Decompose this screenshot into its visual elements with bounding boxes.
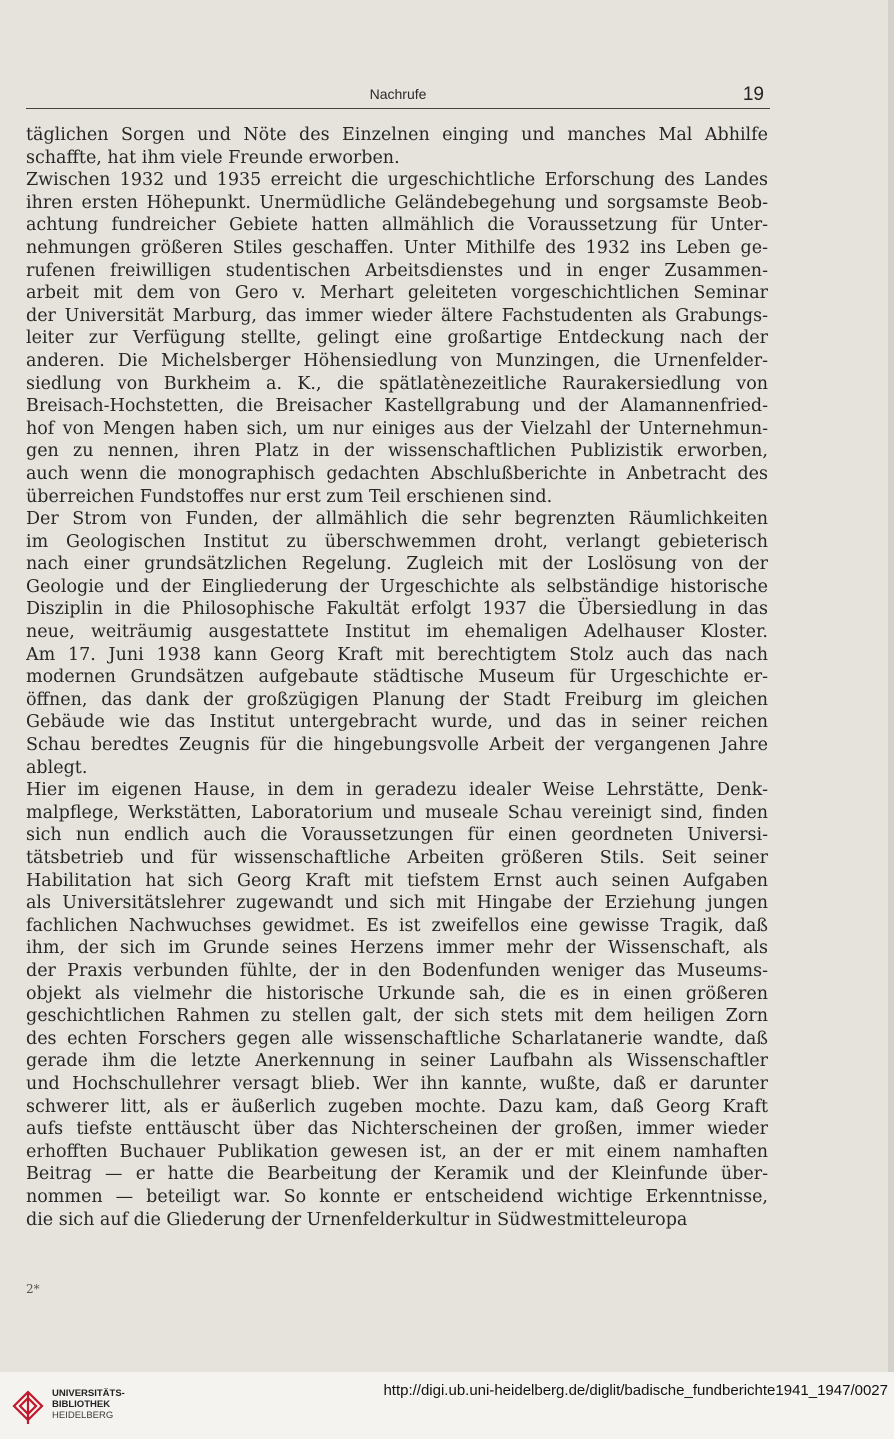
text-line: modernen Grundsätzen aufgebaute städtische Museum für Urgeschichte er-: [26, 667, 768, 688]
text-line: nach einer grundsätzlichen Regelung. Zugleich mit der Loslösung von der: [26, 554, 768, 575]
text-line: nehmungen größeren Stiles geschaffen. Unter Mithilfe des 1932 ins Leben ge-: [26, 237, 768, 258]
text-line: sich nun endlich auch die Voraussetzungen für einen geordneten Universi-: [26, 825, 768, 846]
text-line: malpflege, Werkstätten, Laboratorium und museale Schau vereinigt sind, finden: [26, 802, 768, 823]
text-line: rufenen freiwilligen studentischen Arbeitsdienstes und in enger Zusammen-: [26, 260, 768, 281]
text-line: Disziplin in die Philosophische Fakultät erfolgt 1937 die Übersiedlung in das: [26, 599, 768, 620]
body-text: [26, 124, 768, 1231]
text-line: fachlichen Nachwuchses gewidmet. Es ist zweifellos eine gewisse Tragik, daß: [26, 915, 768, 936]
text-line: öffnen, das dank der großzügigen Planung der Stadt Freiburg im gleichen: [26, 689, 768, 710]
text-line: die sich auf die Gliederung der Urnenfelderkultur in Südwestmitteleuropa: [26, 1209, 688, 1230]
text-line: nommen — beteiligt war. So konnte er entscheidend wichtige Erkenntnisse,: [26, 1186, 768, 1207]
footer-bar: [0, 1372, 894, 1439]
text-line: der Universität Marburg, das immer wieder ältere Fachstudenten als Grabungs-: [26, 305, 768, 326]
text-line: Beitrag — er hatte die Bearbeitung der Keramik und der Kleinfunde über-: [26, 1164, 768, 1185]
text-line: arbeit mit dem von Gero v. Merhart geleiteten vorgeschichtlichen Seminar: [26, 283, 768, 304]
text-line: Zwischen 1932 und 1935 erreicht die urgeschichtliche Erforschung des Landes: [26, 170, 768, 191]
text-line: schaffte, hat ihm viele Freunde erworben.: [26, 147, 400, 168]
text-line: Breisach-Hochstetten, die Breisacher Kastellgrabung und der Alamannenfried-: [26, 396, 768, 417]
text-line: geschichtlichen Rahmen zu stellen galt, der sich stets mit dem heiligen Zorn: [26, 1006, 768, 1027]
text-line: Am 17. Juni 1938 kann Georg Kraft mit berechtigtem Stolz auch das nach: [26, 644, 768, 665]
library-name-line: BIBLIOTHEK: [52, 1399, 111, 1410]
signature-mark: 2*: [26, 1282, 40, 1296]
text-line: des echten Forschers gegen alle wissenschaftliche Scharlatanerie wandte, daß: [26, 1028, 768, 1049]
text-line: täglichen Sorgen und Nöte des Einzelnen einging und manches Mal Abhilfe: [26, 125, 768, 145]
text-line: hof von Mengen haben sich, um nur einiges aus der Vielzahl der Unternehmun-: [26, 418, 768, 439]
text-line: ihren ersten Höhepunkt. Unermüdliche Geländebegehung und sorgsamste Beob-: [26, 192, 768, 213]
text-line: objekt als vielmehr die historische Urkunde sah, die es in einen größeren: [26, 983, 768, 1004]
text-line: Geologie und der Eingliederung der Urgeschichte als selbständige historische: [26, 576, 768, 597]
text-line: Der Strom von Funden, der allmählich die sehr begrenzten Räumlichkeiten: [26, 509, 768, 530]
text-line: aufs tiefste enttäuscht über das Nichterscheinen der großen, immer wieder: [26, 1119, 768, 1140]
text-line: ihm, der sich im Grunde seines Herzens immer mehr der Wissenschaft, als: [26, 938, 768, 959]
text-line: neue, weiträumig ausgestattete Institut im ehemaligen Adelhauser Kloster.: [26, 622, 768, 643]
library-name: [52, 1388, 125, 1421]
text-line: im Geologischen Institut zu überschwemmen droht, verlangt gebieterisch: [26, 531, 768, 552]
text-line: Gebäude wie das Institut untergebracht wurde, und das in seiner reichen: [26, 712, 768, 733]
library-name-line: UNIVERSITÄTS-: [52, 1388, 125, 1399]
library-name-line: HEIDELBERG: [52, 1410, 114, 1421]
text-line: Hier im eigenen Hause, in dem in geradezu idealer Weise Lehrstätte, Denk-: [26, 780, 768, 801]
text-line: als Universitätslehrer zugewandt und sich mit Hingabe der Erziehung jungen: [26, 893, 768, 914]
library-logo-icon: [10, 1386, 46, 1426]
text-line: ablegt.: [26, 757, 88, 778]
text-line: leiter zur Verfügung stellte, gelingt eine großartige Entdeckung nach der: [26, 328, 768, 349]
text-line: anderen. Die Michelsberger Höhensiedlung von Munzingen, die Urnenfelder-: [26, 350, 768, 371]
header-rule: [26, 108, 770, 109]
text-line: Habilitation hat sich Georg Kraft mit tiefstem Ernst auch seinen Aufgaben: [26, 870, 768, 891]
text-line: der Praxis verbunden fühlte, der in den Bodenfunden weniger das Museums-: [26, 960, 768, 981]
text-line: erhofften Buchauer Publikation gewesen ist, an der er mit einem namhaften: [26, 1141, 768, 1162]
text-line: gerade ihm die letzte Anerkennung in seiner Laufbahn als Wissenschaftler: [26, 1051, 768, 1072]
text-line: Schau beredtes Zeugnis für die hingebungsvolle Arbeit der vergangenen Jahre: [26, 735, 768, 756]
text-line: schwerer litt, als er äußerlich zugeben mochte. Dazu kam, daß Georg Kraft: [26, 1096, 768, 1117]
text-line: überreichen Fundstoffes nur erst zum Teil erschienen sind.: [26, 486, 553, 507]
page-number: 19: [742, 84, 764, 105]
text-line: achtung fundreicher Gebiete hatten allmählich die Voraussetzung für Unter-: [26, 215, 768, 236]
text-line: und Hochschullehrer versagt blieb. Wer ihn kannte, wußte, daß er darunter: [26, 1073, 768, 1094]
text-line: gen zu nennen, ihren Platz in der wissenschaftlichen Publizistik erworben,: [26, 441, 768, 462]
source-url-link[interactable]: http://digi.ub.uni-heidelberg.de/diglit/badische_fundberichte1941_1947/0027: [383, 1382, 888, 1399]
text-line: tätsbetrieb und für wissenschaftliche Arbeiten größeren Stils. Seit seiner: [26, 848, 768, 868]
running-title: Nachrufe: [369, 86, 427, 102]
text-line: auch wenn die monographisch gedachten Abschlußberichte in Anbetracht des: [26, 463, 768, 484]
text-line: siedlung von Burkheim a. K., die spätlatènezeitliche Raurakersiedlung von: [26, 373, 768, 394]
